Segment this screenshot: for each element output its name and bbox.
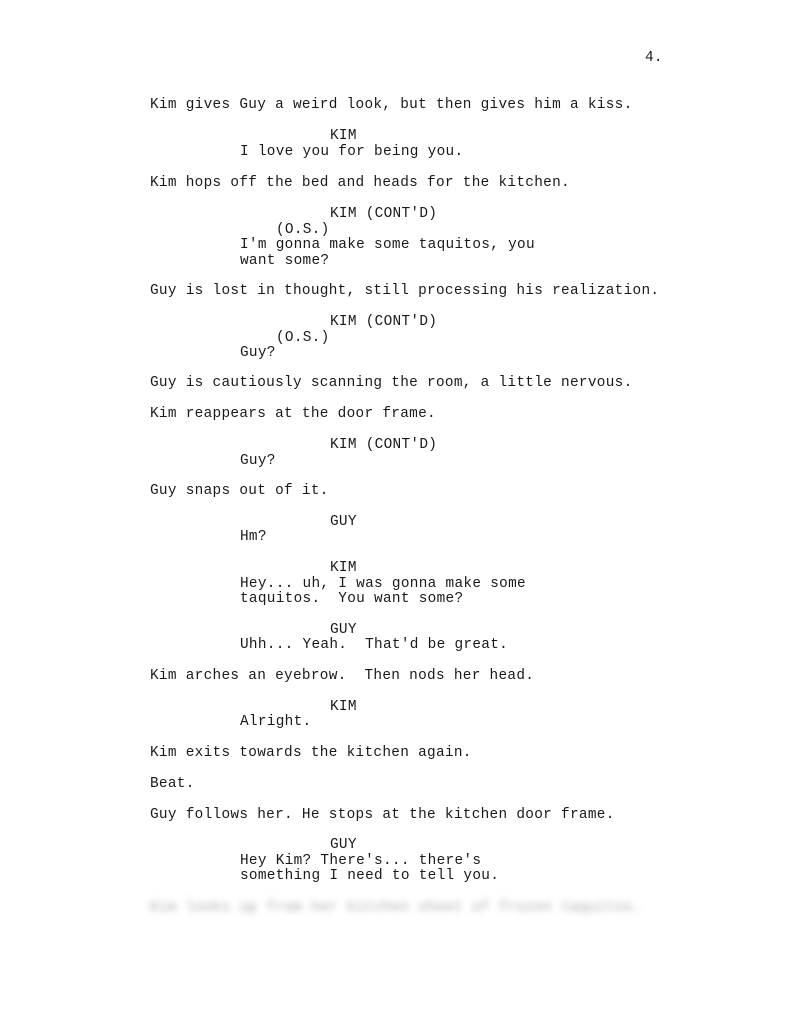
action-line: Beat. [150, 776, 195, 792]
dialogue-line: Hey... uh, I was gonna make some [240, 576, 526, 592]
action-line: Guy follows her. He stops at the kitchen door frame. [150, 807, 615, 823]
character-cue: KIM [330, 699, 357, 715]
blurred-next-line: Kim looks up from her kitchen sheet of frozen taquitos. [150, 900, 642, 916]
parenthetical: (O.S.) [276, 222, 330, 238]
dialogue-line: Uhh... Yeah. That'd be great. [240, 637, 509, 653]
dialogue-line: Guy? [240, 453, 276, 469]
character-cue: GUY [330, 837, 357, 853]
dialogue-line: I'm gonna make some taquitos, you [240, 237, 535, 253]
dialogue-line: something I need to tell you. [240, 868, 500, 884]
action-line: Kim arches an eyebrow. Then nods her head. [150, 668, 535, 684]
character-cue: KIM (CONT'D) [330, 314, 438, 330]
parenthetical: (O.S.) [276, 330, 330, 346]
character-cue: GUY [330, 622, 357, 638]
page-number: 4. [645, 50, 663, 66]
dialogue-line: Alright. [240, 714, 312, 730]
action-line: Guy snaps out of it. [150, 483, 329, 499]
character-cue: KIM [330, 560, 357, 576]
action-line: Guy is cautiously scanning the room, a little nervous. [150, 375, 633, 391]
dialogue-line: taquitos. You want some? [240, 591, 464, 607]
character-cue: GUY [330, 514, 357, 530]
dialogue-line: Hm? [240, 529, 267, 545]
dialogue-line: Hey Kim? There's... there's [240, 853, 482, 869]
character-cue: KIM (CONT'D) [330, 437, 438, 453]
action-line: Kim hops off the bed and heads for the kitchen. [150, 175, 570, 191]
dialogue-line: want some? [240, 253, 330, 269]
action-line: Kim reappears at the door frame. [150, 406, 436, 422]
action-line: Kim exits towards the kitchen again. [150, 745, 472, 761]
action-line: Guy is lost in thought, still processing his realization. [150, 283, 660, 299]
dialogue-line: Guy? [240, 345, 276, 361]
dialogue-line: I love you for being you. [240, 144, 464, 160]
action-line: Kim gives Guy a weird look, but then gives him a kiss. [150, 97, 633, 113]
character-cue: KIM [330, 128, 357, 144]
character-cue: KIM (CONT'D) [330, 206, 438, 222]
